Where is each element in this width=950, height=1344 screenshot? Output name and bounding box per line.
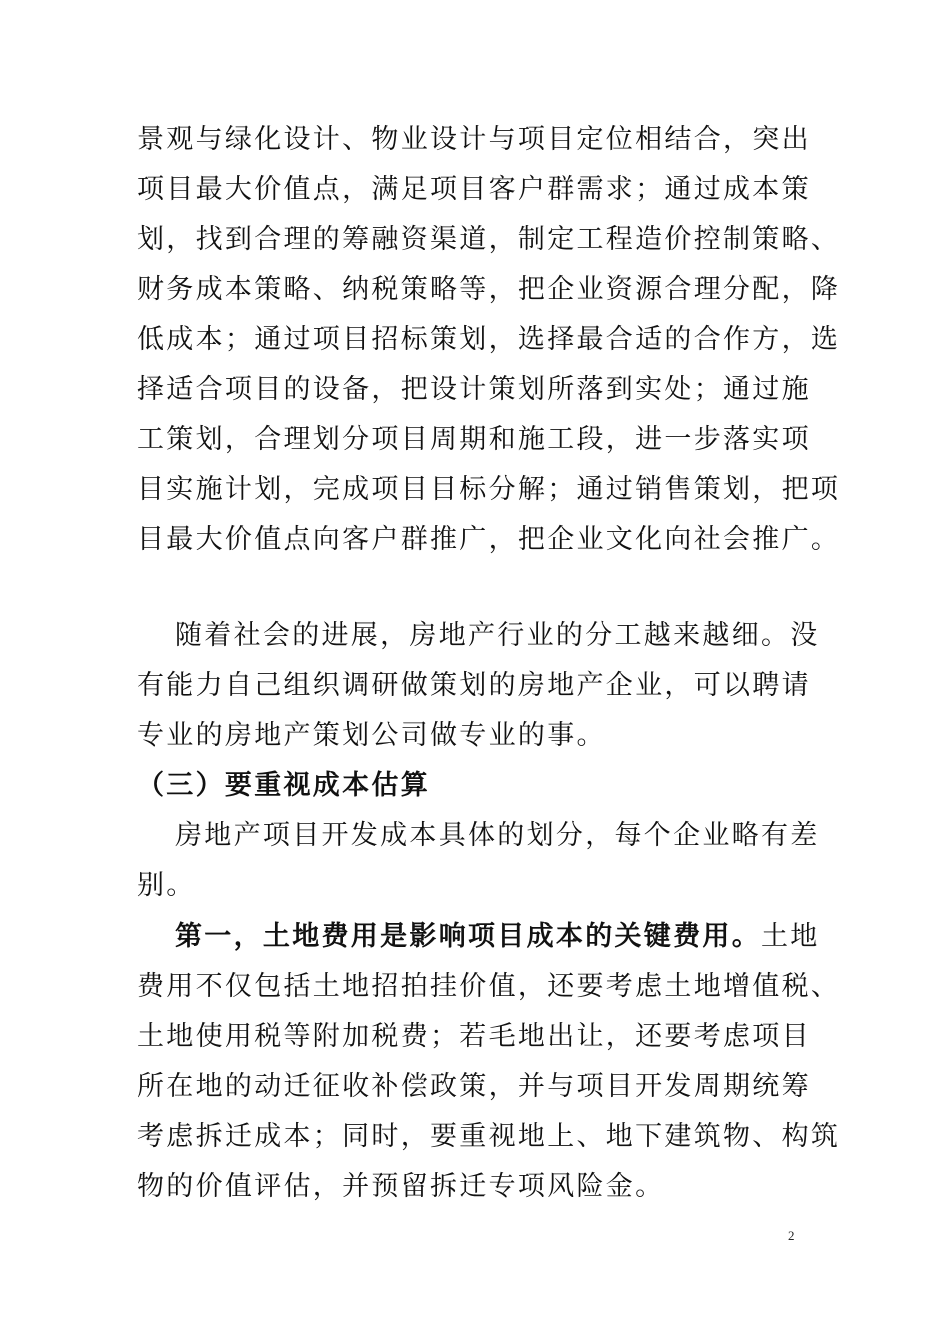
paragraph-line: 财务成本策略、纳税策略等，把企业资源合理分配，降 — [137, 274, 841, 305]
paragraph-line: 考虑拆迁成本；同时，要重视地上、地下建筑物、构筑 — [137, 1121, 841, 1152]
lead-line-rest: 土地 — [761, 921, 820, 952]
paragraph-line: 景观与绿化设计、物业设计与项目定位相结合，突出 — [137, 124, 811, 155]
paragraph-line: 别。 — [137, 870, 196, 901]
paragraph-line: 土地使用税等附加税费；若毛地出让，还要考虑项目 — [137, 1021, 811, 1052]
section-heading: （三）要重视成本估算 — [137, 770, 430, 801]
paragraph-line: 划，找到合理的筹融资渠道，制定工程造价控制策略、 — [137, 224, 841, 255]
paragraph-line: 目最大价值点向客户群推广，把企业文化向社会推广。 — [137, 524, 841, 555]
paragraph-line: 目实施计划，完成项目目标分解；通过销售策划，把项 — [137, 474, 841, 505]
paragraph-line: 房地产项目开发成本具体的划分，每个企业略有差 — [175, 820, 820, 851]
paragraph-line: 费用不仅包括土地招拍挂价值，还要考虑土地增值税、 — [137, 971, 841, 1002]
paragraph-line: 有能力自己组织调研做策划的房地产企业，可以聘请 — [137, 670, 811, 701]
paragraph-line: 低成本；通过项目招标策划，选择最合适的合作方，选 — [137, 324, 841, 355]
paragraph-line: 物的价值评估，并预留拆迁专项风险金。 — [137, 1171, 665, 1202]
paragraph-line: 专业的房地产策划公司做专业的事。 — [137, 720, 606, 751]
paragraph-line: 所在地的动迁征收补偿政策，并与项目开发周期统筹 — [137, 1071, 811, 1102]
paragraph-line: 工策划，合理划分项目周期和施工段，进一步落实项 — [137, 424, 811, 455]
paragraph-line: 择适合项目的设备，把设计策划所落到实处；通过施 — [137, 374, 811, 405]
paragraph-line: 随着社会的进展，房地产行业的分工越来越细。没 — [175, 620, 820, 651]
paragraph-lead-line — [175, 917, 820, 957]
paragraph-line: 项目最大价值点，满足项目客户群需求；通过成本策 — [137, 174, 811, 205]
page-number: 2 — [788, 1228, 795, 1243]
bold-lead-sentence: 第一，土地费用是影响项目成本的关键费用。 — [175, 921, 761, 952]
